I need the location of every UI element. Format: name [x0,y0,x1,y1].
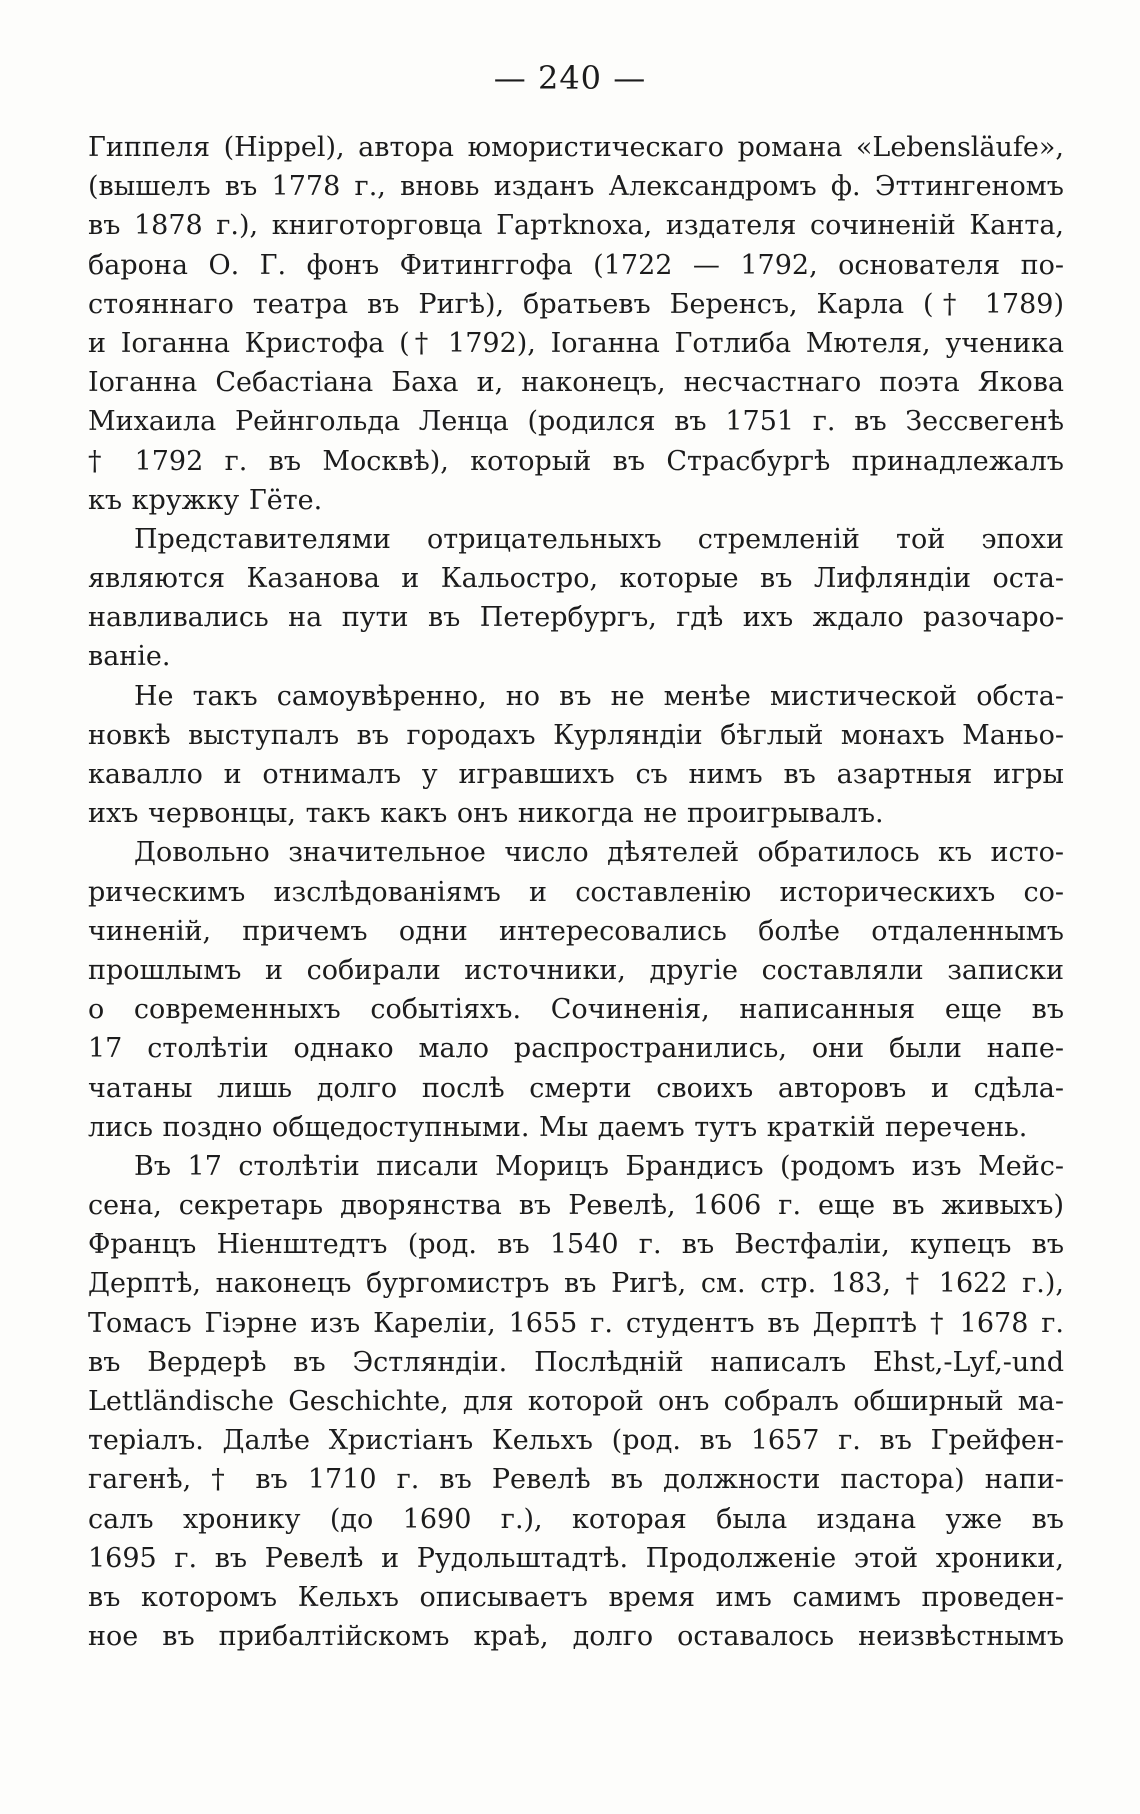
text-line: Дерптѣ, наконецъ бургомистръ въ Ригѣ, см. стр. 183, † 1622 г.), [88,1268,1064,1300]
text-line: 17 столѣтіи однако мало распространились, они были напе- [88,1033,1064,1065]
text-line: ваніе. [88,641,171,673]
text-line: Іоганна Себастіана Баха и, наконецъ, несчастнаго поэта Якова [88,367,1064,399]
text-line: Михаила Рейнгольда Ленца (родился въ 1751 г. въ Зессвегенѣ [88,406,1064,438]
text-line: лись поздно общедоступными. Мы даемъ тутъ краткій перечень. [88,1111,1028,1143]
text-line: салъ хронику (до 1690 г.), которая была издана уже въ [88,1503,1064,1535]
paragraph [88,128,1064,520]
text-line: гагенѣ, † въ 1710 г. въ Ревелѣ въ должности пастора) напи- [88,1464,1064,1496]
text-line: Томасъ Гіэрне изъ Кареліи, 1655 г. студентъ въ Дерптѣ † 1678 г. [88,1307,1064,1339]
text-line: чатаны лишь долго послѣ смерти своихъ авторовъ и сдѣла- [88,1072,1064,1104]
text-line: новкѣ выступалъ въ городахъ Курляндіи бѣглый монахъ Маньо- [88,719,1064,751]
page-text [88,128,1064,1656]
text-line: къ кружку Гёте. [88,484,323,516]
text-line: теріалъ. Далѣе Христіанъ Кельхъ (род. въ 1657 г. въ Грейфен- [88,1425,1064,1457]
text-line: Въ 17 столѣтіи писали Морицъ Брандисъ (родомъ изъ Мейс- [134,1150,1064,1182]
text-line: въ Вердерѣ въ Эстляндіи. Послѣдній написалъ Ehst,-Lyf,-und [88,1346,1064,1378]
text-line: ихъ червонцы, такъ какъ онъ никогда не проигрывалъ. [88,798,884,830]
text-line: чиненій, причемъ одни интересовались болѣе отдаленнымъ [88,915,1064,947]
text-line: (вышелъ въ 1778 г., вновь изданъ Александромъ ф. Эттингеномъ [88,171,1064,203]
text-line: Lettländische Geschichte, для которой онъ собралъ обширный ма- [88,1386,1064,1417]
text-line: сена, секретарь дворянства въ Ревелѣ, 1606 г. еще въ живыхъ) [88,1190,1064,1222]
text-line: и Іоганна Кристофа († 1792), Іоганна Готлиба Мютеля, ученика [88,327,1064,359]
paragraph [88,520,1064,677]
text-line: стояннаго театра въ Ригѣ), братьевъ Беренсъ, Карла († 1789) [88,288,1064,320]
text-line: въ 1878 г.), книготорговца Гартknoха, издателя сочиненій Канта, [88,210,1064,242]
text-line: прошлымъ и собирали источники, другіе составляли записки [88,954,1064,986]
text-line: въ которомъ Кельхъ описываетъ время имъ самимъ проведен- [88,1581,1064,1613]
text-line: навливались на пути въ Петербургъ, гдѣ ихъ ждало разочаро- [88,602,1064,634]
text-line: рическимъ изслѣдованіямъ и составленію историческихъ со- [88,876,1064,908]
text-line: Довольно значительное число дѣятелей обратилось къ исто- [134,837,1064,869]
paragraph [88,833,1064,1147]
text-line: † 1792 г. въ Москвѣ), который въ Страсбургѣ принадлежалъ [88,445,1064,477]
text-line: о современныхъ событіяхъ. Сочиненія, написанныя еще въ [88,994,1064,1026]
text-line: Гиппеля (Hippel), автора юмористическаго романа «Lebensläufe», [88,132,1064,163]
text-line: кавалло и отнималъ у игравшихъ съ нимъ въ азартныя игры [88,759,1064,790]
text-line: Представителями отрицательныхъ стремленій той эпохи [134,523,1064,555]
text-line: барона О. Г. фонъ Фитинггофа (1722 — 1792, основателя по- [88,249,1064,281]
paragraph [88,1147,1064,1656]
text-line: Не такъ самоувѣренно, но въ не менѣе мистической обста- [134,680,1064,712]
text-line: являются Казанова и Кальостро, которые въ Лифляндіи оста- [88,563,1064,595]
text-line: ное въ прибалтійскомъ краѣ, долго оставалось неизвѣстнымъ [88,1621,1064,1653]
paragraph [88,677,1064,834]
text-line: 1695 г. въ Ревелѣ и Рудольштадтѣ. Продолженіе этой хроники, [88,1542,1064,1574]
text-line: Францъ Ніенштедтъ (род. въ 1540 г. въ Вестфаліи, купецъ въ [88,1229,1064,1261]
page-number: — 240 — [493,59,647,97]
